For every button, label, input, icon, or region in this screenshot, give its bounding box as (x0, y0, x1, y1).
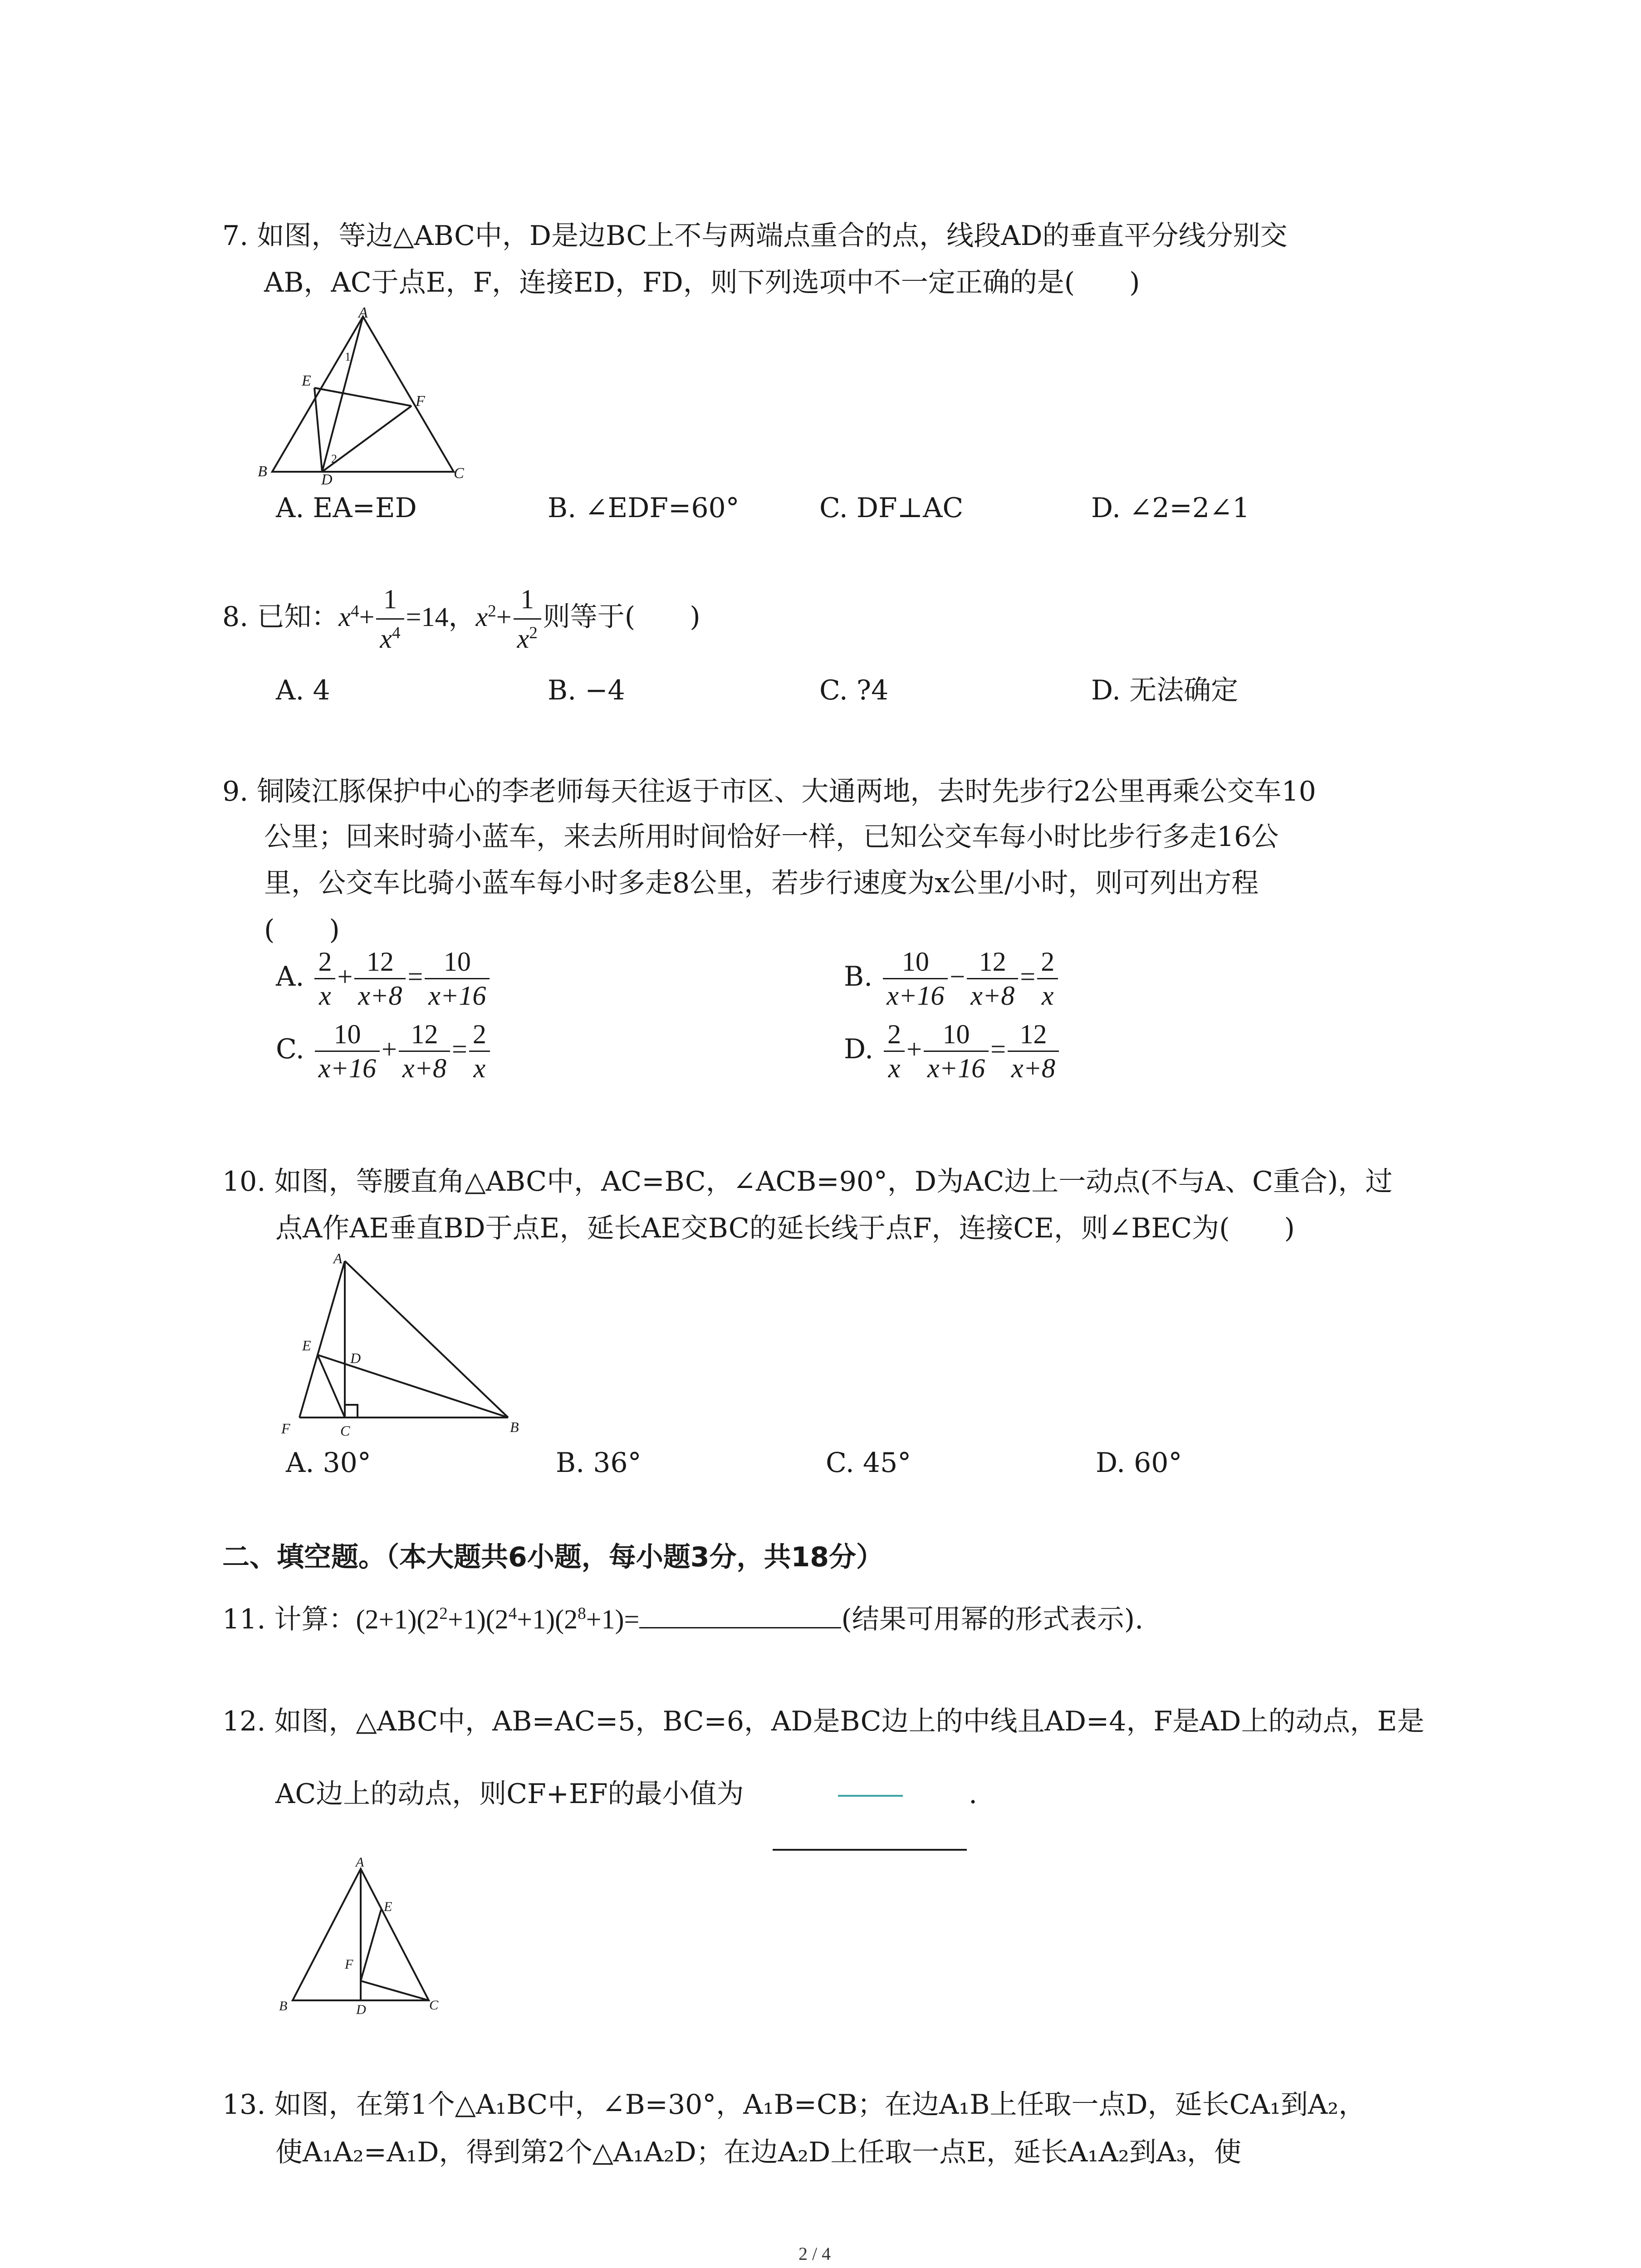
q9-b-frac3 (1037, 948, 1058, 1009)
q12-line2 (275, 1780, 744, 1808)
q10-segment-ab (345, 1261, 508, 1418)
q9-a-frac2-num: 12 (354, 948, 406, 979)
q9-option-d (844, 1021, 1061, 1082)
q9-a-frac1 (314, 948, 335, 1009)
q10-label-e: E (302, 1337, 311, 1354)
q9-c-frac1-num: 10 (315, 1021, 380, 1052)
q10-option-b (556, 1447, 642, 1479)
q9-a-frac1-den: x (319, 981, 331, 1011)
q10-option-b-text: B. 36° (556, 1447, 642, 1479)
q9-c-frac1-den: x+16 (318, 1053, 377, 1083)
q8-option-a-text: A. 4 (276, 675, 330, 706)
q9-d-frac1 (884, 1021, 905, 1082)
q8-suffix: 则等于( ) (543, 601, 700, 633)
q10-label-b: B (510, 1419, 519, 1435)
q9-c-frac3-den: x (473, 1053, 486, 1083)
q9-d-op1: + (906, 1034, 922, 1065)
q9-text-line3: 里，公交车比骑小蓝车每小时多走8公里，若步行速度为x公里/小时，则可列出方程 (264, 867, 1259, 899)
q9-a-op1: + (337, 962, 353, 992)
q9-c-frac3-num: 2 (469, 1021, 490, 1052)
q7-line1 (222, 220, 1288, 252)
q9-c-frac2-den: x+8 (402, 1053, 447, 1083)
q9-d-frac1-den: x (888, 1053, 901, 1083)
q11-answer-blank[interactable] (639, 1603, 841, 1628)
q11-exp-4: 4 (508, 1604, 517, 1623)
q9-d-frac2 (924, 1021, 989, 1082)
q9-c-op1: + (382, 1034, 397, 1065)
q9-d-frac2-num: 10 (924, 1021, 989, 1052)
q7-line2 (264, 269, 1140, 296)
q12-label-e: E (384, 1899, 392, 1914)
q10-figure (272, 1250, 535, 1445)
q8-plus-b: + (496, 602, 512, 632)
q8-frac-b-den (514, 620, 541, 655)
q9-line3 (264, 867, 1259, 899)
page-number-text: 2 / 4 (798, 2244, 831, 2264)
q9-b-frac2 (967, 948, 1018, 1009)
q10-segment-eb (318, 1355, 508, 1418)
q11-expr-b: +1)(2 (447, 1604, 509, 1634)
q9-d-frac3-den: x+8 (1011, 1053, 1056, 1083)
q7-segment-ad (322, 317, 363, 472)
q7-option-c (819, 494, 963, 522)
q9-option-d-label: D. (844, 1033, 874, 1066)
q8-number: 8. (222, 601, 249, 633)
q12-label-a: A (356, 1855, 364, 1870)
q12-label-b: B (279, 1999, 288, 2014)
q8-option-b-text: B. −4 (548, 675, 625, 706)
q10-line1 (222, 1166, 1393, 1198)
q10-option-c (826, 1447, 911, 1479)
q10-text-line1: 如图，等腰直角△ABC中，AC=BC，∠ACB=90°，D为AC边上一动点(不与A、C重合)，过 (274, 1166, 1393, 1198)
q10-option-d (1096, 1447, 1182, 1479)
q8-line (222, 583, 700, 655)
q12-segment-fc (361, 1981, 429, 2000)
q7-option-d-text: D. ∠2=2∠1 (1091, 492, 1250, 524)
q13-line2 (275, 2136, 1242, 2168)
q9-d-frac3-num: 12 (1008, 1021, 1059, 1052)
q7-label-e: E (302, 372, 311, 389)
q7-option-b-text: B. ∠EDF=60° (548, 492, 740, 524)
q8-x-a: x (338, 602, 351, 632)
q8-option-d-text: D. 无法确定 (1091, 675, 1239, 706)
q9-option-b (844, 948, 1060, 1009)
q10-text-line2: 点A作AE垂直BD于点E，延长AE交BC的延长线于点F，连接CE，则∠BEC为( ) (275, 1212, 1295, 1244)
q9-b-op2: = (1020, 962, 1036, 992)
q12-number: 12. (222, 1706, 266, 1737)
q11-number: 11. (222, 1603, 266, 1635)
q7-text-line2: AB，AC于点E，F，连接ED，FD，则下列选项中不一定正确的是( ) (264, 267, 1140, 298)
q12-line1 (222, 1708, 1424, 1735)
q12-accent-line (838, 1795, 903, 1797)
q7-text-line1: 如图，等边△ABC中，D是边BC上不与两端点重合的点，线段AD的垂直平分线分别交 (257, 220, 1288, 252)
q11-line (222, 1603, 1143, 1633)
q10-option-c-text: C. 45° (826, 1447, 911, 1479)
q9-option-c (276, 1021, 492, 1082)
q11-expr-d: +1)= (586, 1604, 640, 1634)
q7-option-a-text: A. EA=ED (276, 492, 417, 524)
q9-number: 9. (222, 776, 249, 807)
q12-segment-fe (361, 1910, 381, 1981)
q10-number: 10. (222, 1166, 266, 1198)
q10-label-d: D (350, 1350, 361, 1366)
q9-option-a (276, 948, 491, 1009)
q9-option-b-label: B. (844, 961, 873, 993)
q7-label-a: A (358, 304, 368, 321)
q8-option-b (548, 677, 625, 704)
q9-option-c-label: C. (276, 1033, 304, 1066)
q9-c-frac3 (469, 1021, 490, 1082)
q12-period (969, 1780, 977, 1808)
q9-b-frac2-num: 12 (967, 948, 1018, 979)
section-2-title (222, 1541, 883, 1573)
q9-a-frac3 (425, 948, 490, 1009)
q8-option-c (819, 677, 888, 704)
q12-label-f: F (345, 1957, 353, 1972)
q9-b-op1: − (950, 962, 965, 992)
q13-number: 13. (222, 2089, 266, 2121)
q8-frac-b-exp: 2 (529, 624, 538, 642)
q9-b-frac1 (883, 948, 948, 1009)
q9-a-op2: = (407, 962, 423, 992)
q9-a-frac3-num: 10 (425, 948, 490, 979)
q7-label-c: C (454, 465, 464, 482)
q7-segment-ed (314, 388, 322, 472)
q11-suffix: (结果可用幂的形式表示). (841, 1603, 1144, 1635)
q9-b-frac3-num: 2 (1037, 948, 1058, 979)
q10-option-d-text: D. 60° (1096, 1447, 1182, 1479)
q13-line1 (222, 2089, 1366, 2121)
q9-b-frac3-den: x (1041, 981, 1054, 1011)
q11-expr-a: (2+1)(2 (356, 1604, 440, 1634)
q10-label-a: A (333, 1250, 343, 1266)
q12-figure (272, 1853, 454, 2021)
q8-frac-a (376, 583, 404, 655)
q8-frac-a-x: x (380, 624, 392, 654)
q9-c-frac2-num: 12 (399, 1021, 450, 1052)
q9-b-frac2-den: x+8 (970, 981, 1015, 1011)
q12-label-c: C (429, 1998, 439, 2013)
q9-a-frac3-den: x+16 (428, 981, 486, 1011)
q8-frac-b-num: 1 (514, 583, 541, 620)
q11-exp-2: 2 (439, 1604, 448, 1623)
q7-number: 7. (222, 220, 249, 252)
q7-label-f: F (416, 393, 425, 410)
q10-segment-ec (318, 1355, 345, 1418)
q9-b-frac1-den: x+16 (887, 981, 945, 1011)
q7-angle-1: 1 (345, 350, 351, 363)
q7-figure (254, 304, 472, 485)
q7-angle-2: 2 (331, 452, 337, 465)
q9-c-frac1 (315, 1021, 380, 1082)
q7-option-c-text: C. DF⊥AC (819, 492, 964, 524)
q10-label-c: C (340, 1422, 350, 1439)
q9-line4 (264, 914, 340, 946)
q10-option-a-text: A. 30° (286, 1447, 371, 1479)
q8-option-a (276, 677, 330, 704)
q9-a-frac1-num: 2 (314, 948, 335, 979)
q10-option-a (286, 1447, 371, 1479)
q9-c-frac2 (399, 1021, 450, 1082)
q9-a-frac2 (354, 948, 406, 1009)
section-2-title-text: 二、填空题。（本大题共6小题，每小题3分，共18分） (222, 1541, 883, 1573)
q8-frac-a-exp: 4 (392, 624, 401, 642)
q7-label-d: D (321, 471, 333, 485)
q9-d-op2: = (990, 1034, 1006, 1065)
q8-frac-b (514, 583, 541, 655)
q8-frac-a-den (376, 620, 404, 655)
q9-text-line1: 铜陵江豚保护中心的李老师每天往返于市区、大通两地，去时先步行2公里再乘公交车10 (257, 776, 1316, 807)
q13-text-line1: 如图，在第1个△A₁BC中，∠B=30°，A₁B=CB；在边A₁B上任取一点D，延长CA₁到A₂， (274, 2089, 1366, 2121)
q12-text-line1: 如图，△ABC中，AB=AC=5，BC=6，AD是BC边上的中线且AD=4，F是AD上的动点，E是 (274, 1706, 1425, 1737)
q9-c-op2: = (452, 1034, 467, 1065)
q10-label-f: F (281, 1420, 290, 1437)
q9-option-a-label: A. (276, 961, 304, 993)
q8-plus-a: + (359, 602, 375, 632)
q9-a-frac2-den: x+8 (358, 981, 402, 1011)
q7-option-b (548, 494, 740, 522)
q9-d-frac2-den: x+16 (927, 1053, 985, 1083)
q10-right-angle-mark (345, 1405, 358, 1418)
q9-line1 (222, 778, 1316, 805)
q8-exp-b: 2 (488, 602, 496, 621)
q9-text-line4: ( ) (264, 914, 340, 946)
q11-prefix: 计算： (274, 1603, 356, 1635)
q8-option-d (1091, 677, 1238, 704)
q8-exp-a: 4 (350, 602, 359, 621)
page-number (798, 2243, 831, 2264)
q8-frac-b-x: x (517, 624, 529, 654)
q7-label-b: B (258, 463, 267, 480)
q9-d-frac1-num: 2 (884, 1021, 905, 1052)
q12-answer-blank[interactable] (773, 1849, 967, 1851)
q7-segment-ef (314, 388, 411, 406)
q9-b-frac1-num: 10 (883, 948, 948, 979)
q8-option-c-text: C. ?4 (819, 675, 889, 706)
q11-expr-c: +1)(2 (517, 1604, 578, 1634)
q8-prefix: 已知： (257, 601, 339, 633)
q7-triangle-abc (272, 317, 454, 472)
q13-text-line2: 使A₁A₂=A₁D，得到第2个△A₁A₂D；在边A₂D上任取一点E，延长A₁A₂到A₃，使 (275, 2136, 1242, 2168)
q8-x-b: x (475, 602, 488, 632)
q7-option-d (1091, 494, 1249, 522)
q8-frac-a-num: 1 (376, 583, 404, 620)
q11-exp-8: 8 (578, 1604, 586, 1623)
q9-d-frac3 (1008, 1021, 1059, 1082)
q7-option-a (276, 494, 417, 522)
q12-text-line2: AC边上的动点，则CF+EF的最小值为 (275, 1778, 744, 1810)
q8-eq14: =14， (406, 602, 476, 632)
q12-label-d: D (356, 2002, 366, 2017)
q9-text-line2: 公里；回来时骑小蓝车，来去所用时间恰好一样，已知公交车每小时比步行多走16公 (264, 821, 1279, 853)
q10-line2 (275, 1212, 1295, 1244)
q9-line2 (264, 821, 1279, 853)
q12-period-text: . (969, 1778, 978, 1810)
